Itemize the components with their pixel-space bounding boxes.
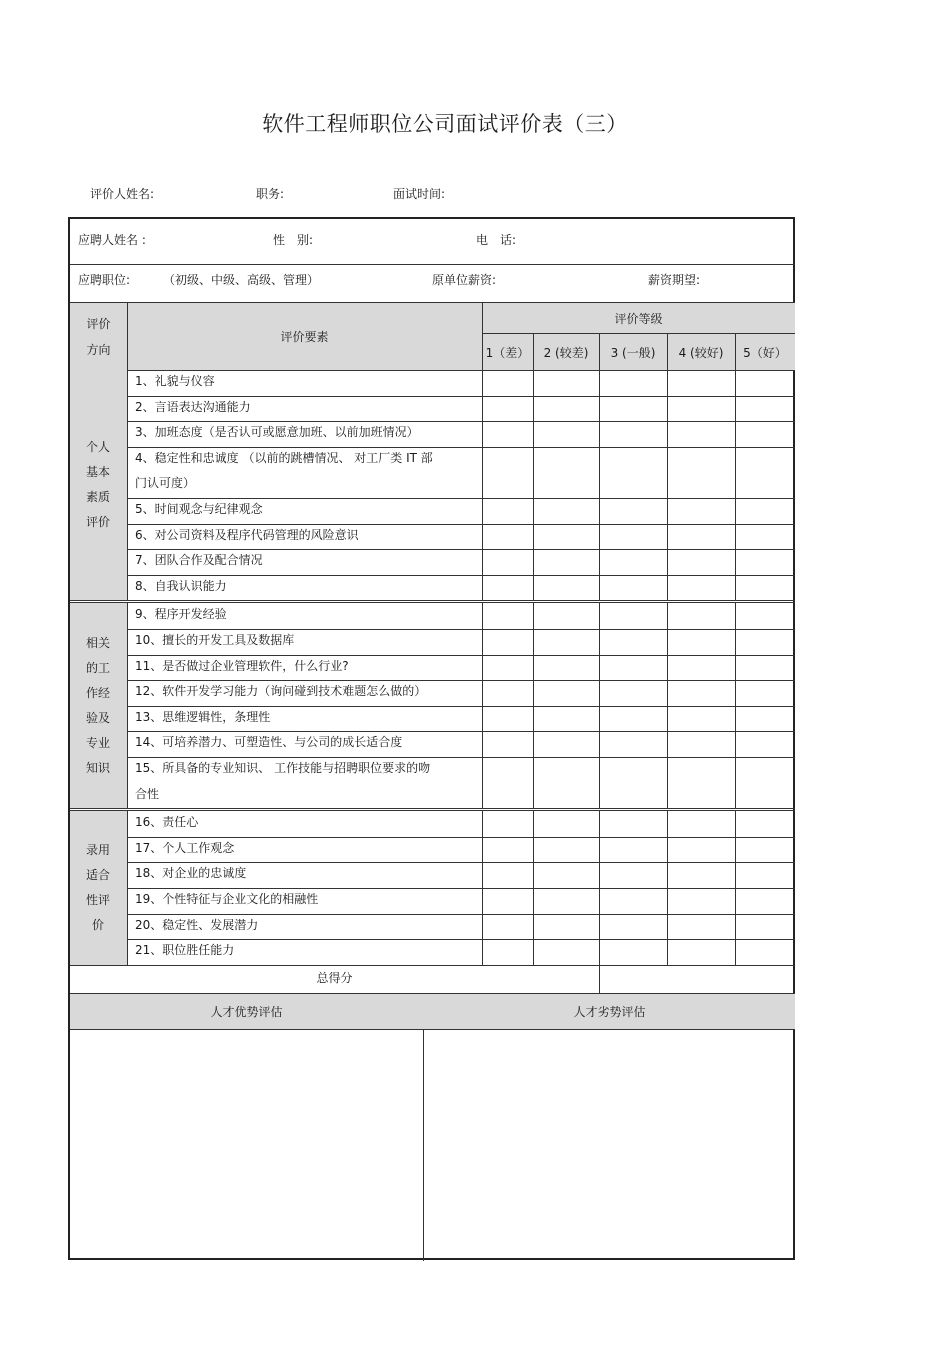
criterion-label: 门认可度） [135,476,196,491]
rating-cell[interactable] [534,604,599,629]
criterion-label: 17、个人工作观念 [135,840,235,855]
rating-cell[interactable] [600,656,667,681]
rating-cell[interactable] [483,732,533,757]
criterion-label: 5、时间观念与纪律观念 [135,502,263,516]
rating-cell[interactable] [668,915,735,940]
rating-cell[interactable] [600,630,667,655]
direction-header-line2: 方向 [86,342,111,357]
category-label-line: 专业 [85,735,110,750]
criterion-label: 12、软件开发学习能力（询问碰到技术难题怎么做的） [135,684,427,699]
rating-cell[interactable] [600,915,667,940]
criterion-label: 10、擅长的开发工具及数据库 [135,633,295,647]
criterion-label: 6、对公司资料及程序代码管理的风险意识 [135,527,359,542]
rating-cell[interactable] [534,732,599,757]
grid-line [482,333,795,334]
criterion-label: 15、所具备的专业知识、 工作技能与招聘职位要求的吻 [135,761,431,775]
interview-time-label: 面试时间: [393,187,446,201]
rating-cell[interactable] [534,422,599,447]
rating-cell[interactable] [483,422,533,447]
rating-cell[interactable] [600,732,667,757]
rating-cell[interactable] [600,576,667,601]
total-score-field[interactable] [600,961,795,993]
rating-cell[interactable] [600,499,667,524]
rating-cell[interactable] [534,550,599,575]
rating-cell[interactable] [483,863,533,888]
rating-cell[interactable] [668,732,735,757]
rating-cell[interactable] [736,550,795,575]
strengths-field[interactable] [70,1031,423,1260]
rating-cell[interactable] [534,889,599,914]
grid-line [599,333,600,370]
criterion-label: 2、言语表达沟通能力 [135,399,251,414]
criterion-label: 1、礼貌与仪容 [135,374,215,388]
grid-line [735,370,736,600]
category-label-line: 适合 [85,868,110,882]
rating-cell[interactable] [668,707,735,732]
rating-cell[interactable] [534,707,599,732]
grid-line [667,333,668,370]
direction-header [70,303,127,370]
grade-column-label: 4 (较好) [678,345,724,360]
rating-cell[interactable] [668,889,735,914]
weaknesses-label: 人才劣势评估 [573,1005,646,1019]
rating-cell[interactable] [736,656,795,681]
rating-cell[interactable] [668,550,735,575]
rating-cell[interactable] [668,525,735,550]
category-label-line: 个人 [85,440,110,455]
rating-cell[interactable] [600,371,667,396]
rating-cell[interactable] [600,604,667,629]
rating-cell[interactable] [534,812,599,837]
grid-line [735,603,736,808]
grid-line [533,370,534,600]
rating-cell[interactable] [600,550,667,575]
category-label-line: 验及 [85,710,110,725]
rating-cell[interactable] [668,863,735,888]
rating-cell[interactable] [534,681,599,706]
rating-cell[interactable] [483,397,533,422]
rating-cell[interactable] [736,499,795,524]
rating-cell[interactable] [534,863,599,888]
criterion-label: 18、对企业的忠诚度 [135,866,247,881]
job-label: 应聘职位: [78,273,131,287]
rating-cell[interactable] [483,889,533,914]
rating-cell[interactable] [668,499,735,524]
rating-cell[interactable] [600,812,667,837]
rating-cell[interactable] [483,371,533,396]
expected-salary-label: 薪资期望: [648,273,701,287]
rating-cell[interactable] [534,630,599,655]
row-divider [70,264,795,265]
rating-cell[interactable] [600,397,667,422]
rating-cell[interactable] [736,397,795,422]
category-label-line: 的工 [85,660,110,675]
rating-cell[interactable] [736,448,795,498]
rating-cell[interactable] [600,707,667,732]
rating-cell[interactable] [534,656,599,681]
rating-cell[interactable] [668,630,735,655]
evaluator-position-label: 职务: [256,187,285,201]
rating-cell[interactable] [600,681,667,706]
category-label-line: 作经 [85,685,110,700]
criterion-label: 14、可培养潜力、可塑造性、与公司的成长适合度 [135,735,403,750]
rating-cell[interactable] [668,448,735,498]
rating-cell[interactable] [736,812,795,837]
grade-column-label: 1（差） [485,345,530,360]
page-title: 软件工程师职位公司面试评价表（三） [262,112,628,136]
rating-cell[interactable] [483,681,533,706]
grid-line [667,811,668,965]
direction-header-line1: 评价 [86,316,111,331]
rating-cell[interactable] [668,422,735,447]
grid-line [127,603,128,808]
rating-cell[interactable] [600,863,667,888]
category-label-line: 评价 [85,515,110,530]
criterion-label: 21、职位胜任能力 [135,943,235,958]
rating-cell[interactable] [736,889,795,914]
job-levels: （初级、中级、高级、管理） [163,273,320,287]
grid-line [482,303,483,370]
rating-cell[interactable] [668,681,735,706]
rating-cell[interactable] [736,630,795,655]
evaluator-name-label: 评价人姓名: [90,187,155,201]
rating-cell[interactable] [600,889,667,914]
prev-salary-label: 原单位薪资: [432,273,497,287]
grade-column-label: 2 (较差) [543,345,589,360]
rating-cell[interactable] [668,576,735,601]
criterion-label: 7、团队合作及配合情况 [135,553,263,568]
rating-cell[interactable] [483,707,533,732]
rating-cell[interactable] [736,576,795,601]
criterion-label: 9、程序开发经验 [135,607,227,622]
weaknesses-field[interactable] [424,1031,795,1260]
rating-cell[interactable] [736,525,795,550]
rating-cell[interactable] [534,397,599,422]
grid-line [482,370,483,600]
rating-cell[interactable] [483,812,533,837]
rating-cell[interactable] [736,838,795,863]
evaluation-form [68,217,795,1260]
applicant-gender-label: 性 别: [273,233,314,247]
rating-cell[interactable] [534,758,599,808]
rating-cell[interactable] [483,656,533,681]
category-label-line: 价 [91,918,104,932]
grid-line [127,811,128,965]
strengths-label: 人才优势评估 [210,1005,283,1019]
rating-cell[interactable] [534,525,599,550]
criterion-label: 11、是否做过企业管理软件，什么行业? [135,658,349,673]
criterion-label: 合性 [135,786,160,801]
rating-cell[interactable] [483,630,533,655]
rating-cell[interactable] [483,758,533,808]
rating-cell[interactable] [483,915,533,940]
category-label-line: 基本 [85,465,110,480]
rating-cell[interactable] [736,758,795,808]
rating-cell[interactable] [736,863,795,888]
rating-cell[interactable] [600,422,667,447]
category-label-line: 录用 [85,843,110,857]
grid-line [599,603,600,808]
grid-line [599,811,600,965]
category-label-line: 性评 [85,893,110,907]
rating-cell[interactable] [600,448,667,498]
rating-cell[interactable] [534,499,599,524]
category-divider [70,600,795,601]
factors-header: 评价要素 [280,330,329,344]
rating-cell[interactable] [668,812,735,837]
rating-cell[interactable] [534,576,599,601]
rating-cell[interactable] [600,758,667,808]
grid-line [482,811,483,965]
rating-cell[interactable] [668,371,735,396]
rating-cell[interactable] [668,838,735,863]
rating-cell[interactable] [736,732,795,757]
criterion-label: 16、责任心 [135,815,199,830]
grid-line [599,370,600,600]
criterion-label: 3、加班态度（是否认可或愿意加班、以前加班情况） [135,425,419,440]
grid-line [667,603,668,808]
rating-cell[interactable] [534,448,599,498]
criterion-label: 20、稳定性、发展潜力 [135,917,259,932]
rating-cell[interactable] [668,397,735,422]
rating-cell[interactable] [534,915,599,940]
category-label-line: 知识 [85,760,110,775]
grade-column-label: 3 (一般) [610,345,656,360]
criterion-label: 4、稳定性和忠诚度 （以前的跳槽情况、 对工厂类 IT 部 [135,450,433,465]
rating-cell[interactable] [736,371,795,396]
applicant-phone-label: 电 话: [476,233,517,247]
rating-cell[interactable] [736,681,795,706]
category-divider [70,808,795,809]
rating-cell[interactable] [483,576,533,601]
grid-line [533,811,534,965]
grid-line [735,811,736,965]
grid-line [735,333,736,370]
grid-line [533,603,534,808]
rating-cell[interactable] [483,499,533,524]
rating-cell[interactable] [534,371,599,396]
rating-cell[interactable] [668,656,735,681]
criterion-label: 19、个性特征与企业文化的相融性 [135,892,319,906]
grid-line [667,370,668,600]
grid-line [482,603,483,808]
rating-cell[interactable] [668,758,735,808]
grade-column-label: 5（好） [743,345,787,360]
applicant-name-label: 应聘人姓名 : [78,233,146,247]
rating-cell[interactable] [600,838,667,863]
rating-cell[interactable] [483,525,533,550]
rating-cell[interactable] [600,525,667,550]
criterion-label: 13、思维逻辑性，条理性 [135,709,271,724]
rating-cell[interactable] [483,838,533,863]
grid-line [127,303,128,370]
grid-line [127,370,128,600]
rating-cell[interactable] [483,550,533,575]
grid-line [533,333,534,370]
rating-cell[interactable] [668,604,735,629]
rating-cell[interactable] [736,422,795,447]
rating-cell[interactable] [736,915,795,940]
rating-cell[interactable] [483,604,533,629]
rating-cell[interactable] [736,707,795,732]
row-divider [70,1029,795,1030]
criterion-label: 8、自我认识能力 [135,578,227,593]
total-score-label: 总得分 [316,970,353,985]
rating-cell[interactable] [534,838,599,863]
grade-header: 评价等级 [614,311,663,326]
category-label-line: 素质 [85,490,110,505]
category-label-line: 相关 [85,635,110,650]
rating-cell[interactable] [736,604,795,629]
rating-cell[interactable] [483,448,533,498]
